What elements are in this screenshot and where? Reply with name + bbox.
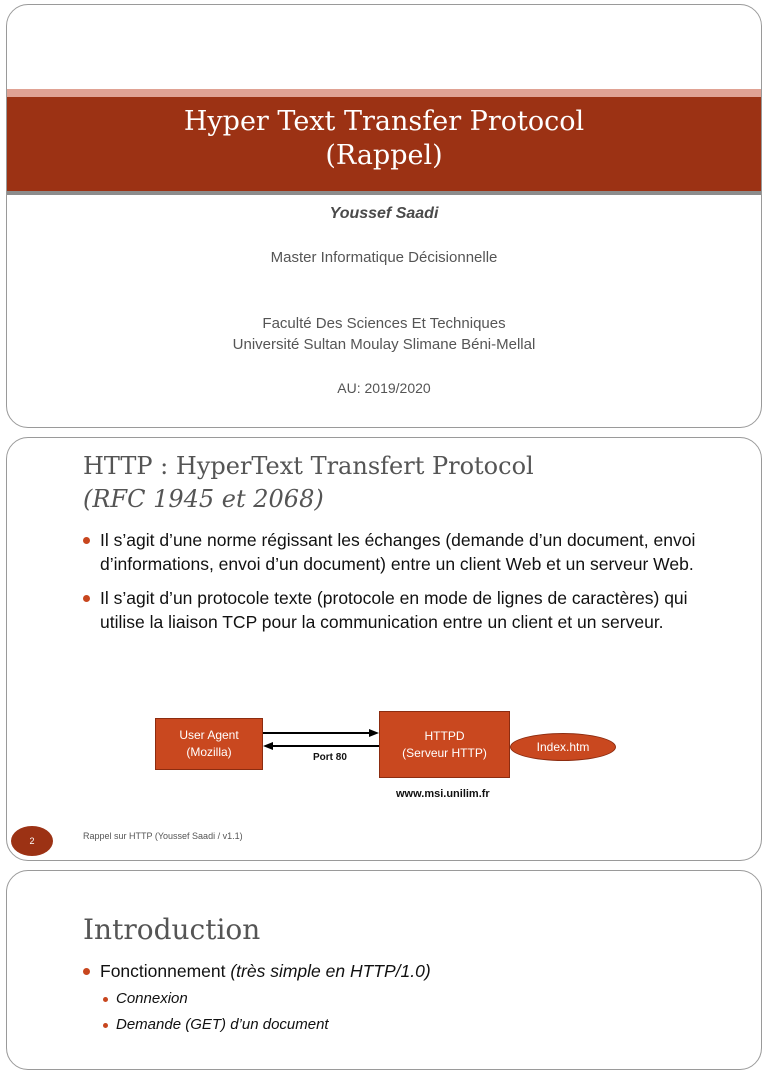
request-response-arrows <box>263 728 379 752</box>
slide-number-badge <box>11 826 53 856</box>
file-label: Index.htm <box>536 740 590 754</box>
bullet-text-italic: (très simple en HTTP/1.0) <box>230 961 431 981</box>
bullet-text: Il s’agit d’un protocole texte (protocole en mode de lignes de caractères) qui utilise la liaison TCP pour la communication entre un client et un serveur. <box>100 588 688 632</box>
title-line-1: Hyper Text Transfer Protocol <box>183 106 585 137</box>
request-arrowhead-icon <box>369 729 379 737</box>
server-url: www.msi.unilim.fr <box>396 788 490 800</box>
user-agent-label: User Agent <box>179 728 239 742</box>
file-ellipse <box>510 733 616 761</box>
slide-title: HTTP : HyperText Transfert Protocol <box>83 452 534 480</box>
sub-bullet-item <box>103 990 762 1007</box>
bullet-dot-icon <box>83 595 90 602</box>
bullet-list <box>83 528 733 644</box>
bullet-text: Il s’agit d’une norme régissant les échanges (demande d’un document, envoi d’informations, envoi d’un document) entre un client Web et un serveur Web. <box>100 530 696 574</box>
title-band-divider <box>7 191 761 195</box>
bullet-dot-icon <box>103 997 108 1002</box>
httpd-sublabel: (Serveur HTTP) <box>402 745 487 760</box>
httpd-box <box>379 711 510 778</box>
http-slide <box>6 437 762 861</box>
bullet-dot-icon <box>83 537 90 544</box>
httpd-label: HTTPD <box>424 728 465 743</box>
title-band-accent <box>7 89 761 97</box>
sub-bullet-text: Demande (GET) d’un document <box>116 1016 329 1033</box>
bullet-dot-icon <box>83 968 90 975</box>
academic-year: AU: 2019/2020 <box>337 380 431 396</box>
title-line-2: (Rappel) <box>325 140 443 171</box>
slide-footer: Rappel sur HTTP (Youssef Saadi / v1.1) <box>83 831 243 841</box>
program-name: Master Informatique Décisionnelle <box>270 249 498 266</box>
author-name: Youssef Saadi <box>329 205 439 222</box>
intro-slide <box>6 870 762 1070</box>
bullet-item <box>83 961 750 982</box>
slide-title: Introduction <box>83 913 261 946</box>
faculty-name: Faculté Des Sciences Et Techniques <box>262 315 506 332</box>
bullet-item <box>83 528 733 576</box>
user-agent-box <box>155 718 263 770</box>
response-arrowhead-icon <box>263 742 273 750</box>
bullet-text: Fonctionnement <box>100 961 231 981</box>
slide-subtitle: (RFC 1945 et 2068) <box>83 485 324 513</box>
title-slide <box>6 4 762 428</box>
university-name: Université Sultan Moulay Slimane Béni-Mellal <box>232 336 536 353</box>
sub-bullet-item <box>103 1016 762 1033</box>
bullet-item <box>83 586 733 634</box>
sub-bullet-text: Connexion <box>116 990 188 1007</box>
presentation-title <box>7 105 761 173</box>
user-agent-sublabel: (Mozilla) <box>186 745 232 759</box>
slide-number: 2 <box>29 836 35 846</box>
port-label: Port 80 <box>313 752 347 763</box>
